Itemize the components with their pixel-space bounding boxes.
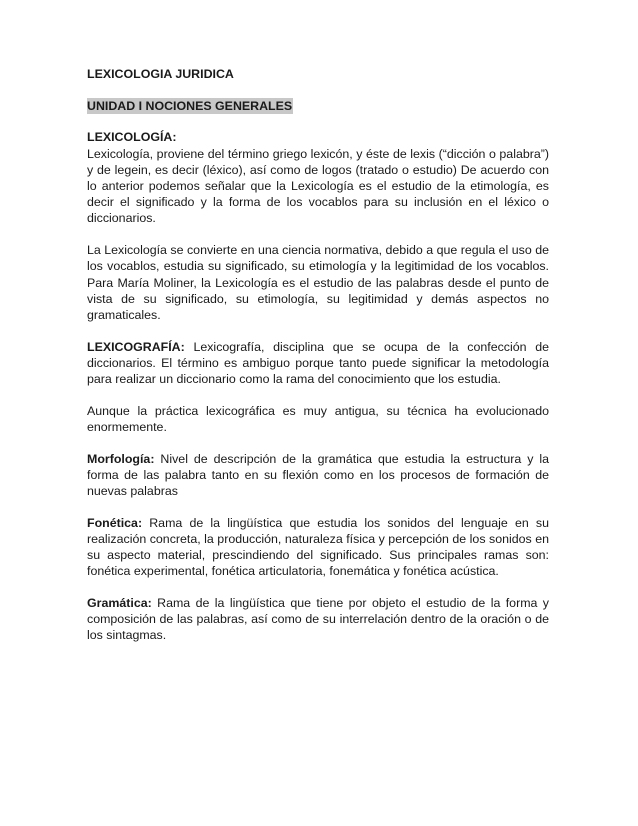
section-term: Morfología: <box>87 451 155 466</box>
unit-heading-wrap <box>87 98 549 114</box>
section-text: Lexicología, proviene del término griego lexicón, y éste de lexis (“dicción o palabra”) y de legein, es decir (léxico), así como de logos (tratado o estudio) De acuerdo con lo anterior podemos señalar que la Lexicología es el estudio de la etimología, es decir el significado y la forma de los vocablos para su inclusión en el léxico o diccionarios. <box>87 146 549 226</box>
section-text: La Lexicología se convierte en una ciencia normativa, debido a que regula el uso de los vocablos, estudia su significado, su etimología y la legitimidad de los vocablos. Para María Moliner, la Lexicología es el estudio de las palabras desde el punto de vista de su significado, su etimología, su legitimidad y demás aspectos no gramaticales. <box>87 243 549 322</box>
section-lexicologia <box>87 129 549 226</box>
unit-heading: UNIDAD I NOCIONES GENERALES <box>87 99 293 114</box>
section-lexicologia-normativa <box>87 242 549 323</box>
section-text: Lexicografía, disciplina que se ocupa de la confección de diccionarios. El término es ambiguo porque tanto puede significar la metodología para realizar un diccionario como la rama del conocimiento que los estudia. <box>87 339 549 387</box>
section-lexicografia-practica <box>87 403 549 435</box>
section-term: LEXICOLOGÍA: <box>87 130 177 145</box>
section-text: Aunque la práctica lexicográfica es muy antigua, su técnica ha evolucionado enormemente. <box>87 403 549 434</box>
section-lexicografia <box>87 339 549 388</box>
section-term: Gramática: <box>87 596 152 611</box>
section-text: Rama de la lingüística que tiene por objeto el estudio de la forma y composición de las palabras, así como de su interrelación dentro de la oración o de los sintagmas. <box>87 596 549 643</box>
section-text: Nivel de descripción de la gramática que estudia la estructura y la forma de las palabra tanto en su flexión como en los procesos de formación de nuevas palabras <box>87 451 549 499</box>
section-term: LEXICOGRAFÍA: <box>87 339 185 354</box>
document-page <box>87 66 549 659</box>
section-morfologia <box>87 451 549 500</box>
section-term: Fonética: <box>87 515 143 530</box>
section-gramatica <box>87 595 549 644</box>
section-text: Rama de la lingüística que estudia los sonidos del lenguaje en su realización concreta, la producción, naturaleza física y percepción de los sonidos en su aspecto material, prescindiendo del significado. Sus principales ramas son: fonética experimental, fonética articulatoria, fonemática y fonética acústica. <box>87 515 549 579</box>
section-fonetica <box>87 515 549 580</box>
document-title: LEXICOLOGIA JURIDICA <box>87 67 234 81</box>
